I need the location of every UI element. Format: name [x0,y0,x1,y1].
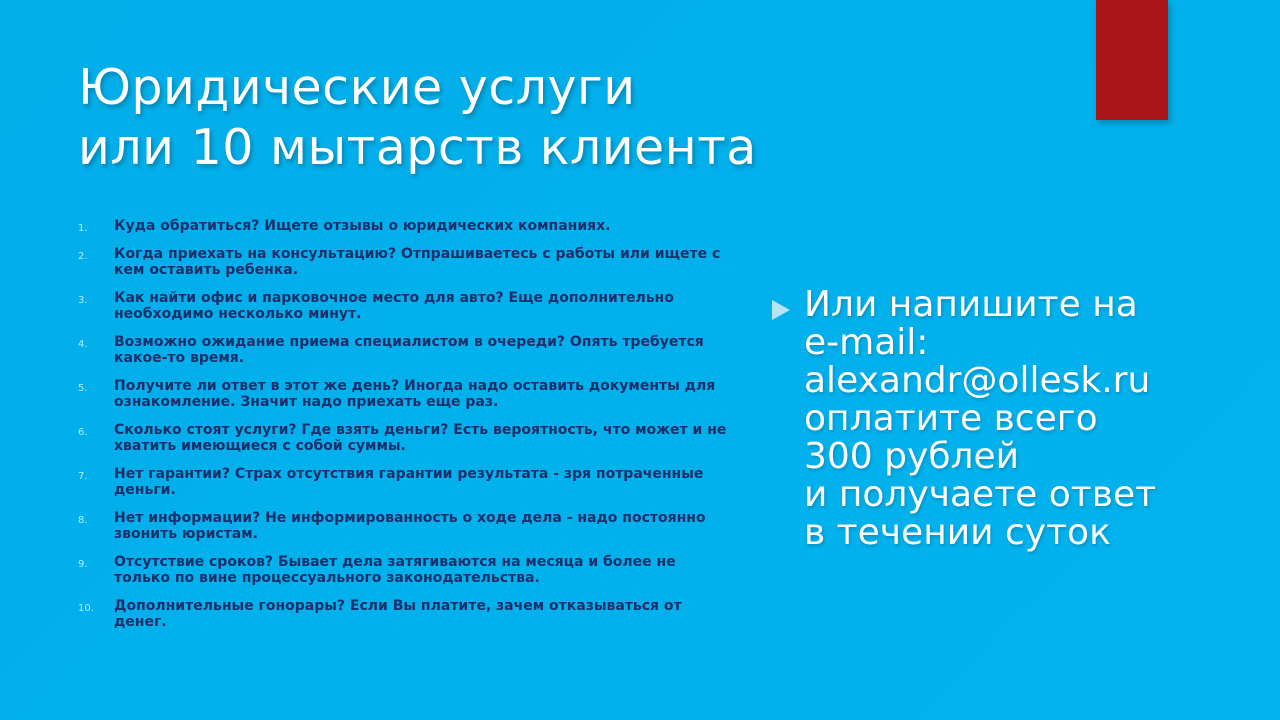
slide-title-line-2: или 10 мытарств клиента [78,119,757,176]
list-item-number: 2. [78,251,88,262]
list-item-number: 10. [78,603,94,614]
triangle-bullet-icon [772,300,790,320]
list-item-number: 5. [78,383,88,394]
contact-callout [772,286,1212,552]
list-item-text: Дополнительные гонорары? Если Вы платите, зачем отказываться от денег. [114,598,682,630]
list-item-text: Нет гарантии? Страх отсутствия гарантии результата - зря потраченные деньги. [114,466,704,498]
list-item [78,290,728,322]
list-item-number: 6. [78,427,88,438]
list-item [78,422,728,454]
list-item [78,218,728,234]
list-item-number: 9. [78,559,88,570]
list-item-text: Как найти офис и парковочное место для авто? Еще дополнительно необходимо несколько минут. [114,290,674,322]
list-item [78,554,728,586]
list-item [78,510,728,542]
callout-line: в течении суток [804,512,1111,553]
list-item-text: Сколько стоят услуги? Где взять деньги? Есть вероятность, что может и не хватить имеющиеся с собой суммы. [114,422,727,454]
callout-price: 300 рублей [804,436,1020,477]
list-item [78,334,728,366]
red-accent-block [1096,0,1168,120]
problems-list [78,218,728,642]
list-item-text: Когда приехать на консультацию? Отпрашиваетесь с работы или ищете с кем оставить ребенка. [114,246,721,278]
contact-callout-text [804,286,1212,552]
list-item-text: Нет информации? Не информированность о ходе дела - надо постоянно звонить юристам. [114,510,706,542]
list-item-number: 1. [78,223,88,234]
list-item [78,246,728,278]
list-item-text: Куда обратиться? Ищете отзывы о юридических компаниях. [114,218,611,234]
callout-line: Или напишите на [804,284,1138,325]
slide-title [78,58,978,178]
list-item-number: 8. [78,515,88,526]
list-item-number: 4. [78,339,88,350]
slide-title-line-1: Юридические услуги [78,59,636,116]
list-item [78,466,728,498]
list-item-number: 3. [78,295,88,306]
callout-email: alexandr@ollesk.ru [804,360,1151,401]
list-item [78,598,728,630]
callout-line: и получаете ответ [804,474,1157,515]
list-item-number: 7. [78,471,88,482]
list-item-text: Возможно ожидание приема специалистом в очереди? Опять требуется какое-то время. [114,334,704,366]
list-item-text: Получите ли ответ в этот же день? Иногда надо оставить документы для ознакомление. Значит надо приехать еще раз. [114,378,716,410]
list-item-text: Отсутствие сроков? Бывает дела затягиваются на месяца и более не только по вине процессуального законодательства. [114,554,676,586]
list-item [78,378,728,410]
callout-line: e-mail: [804,322,929,363]
callout-line: оплатите всего [804,398,1098,439]
